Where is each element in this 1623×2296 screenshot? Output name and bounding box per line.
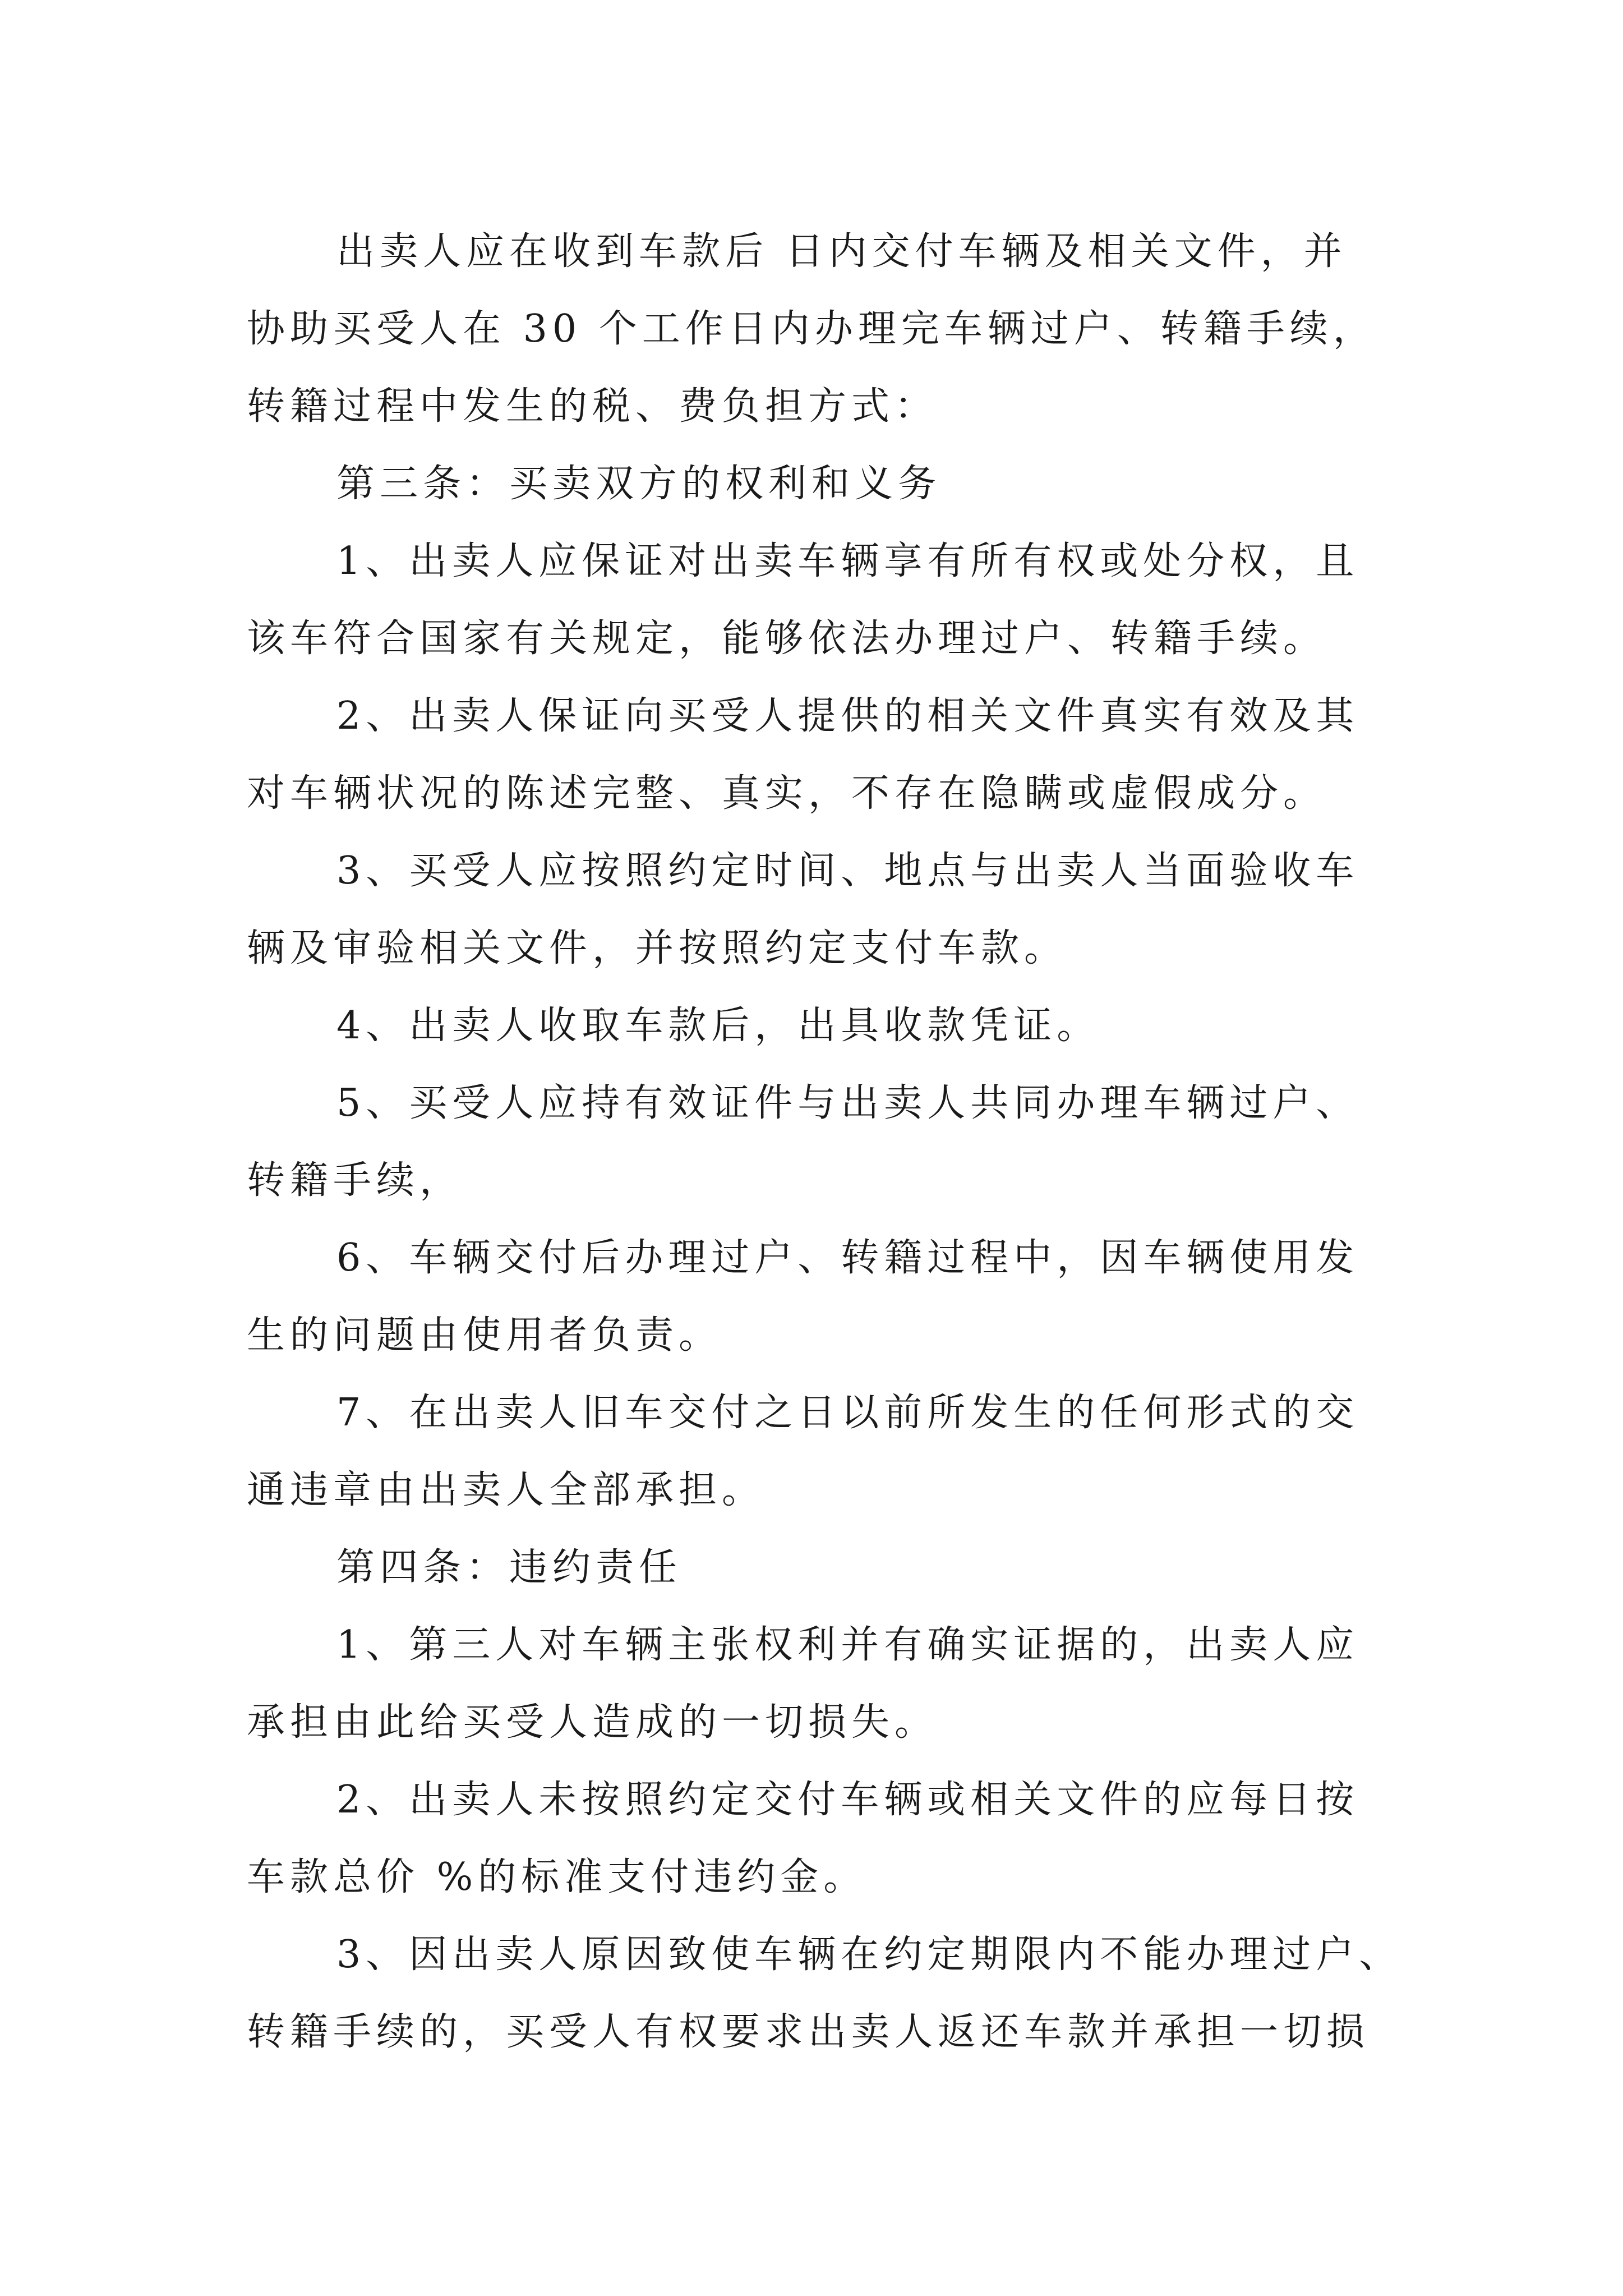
text-line: 2、出卖人保证向买受人提供的相关文件真实有效及其 [336, 694, 1359, 738]
section-heading-article-4 [247, 1529, 1391, 1607]
text-line: 4、出卖人收取车款后，出具收款凭证。 [336, 1004, 1100, 1048]
clause-3-5 [247, 1065, 1391, 1220]
text-line: 协助买受人在 30 个工作日内办理完车辆过户、转籍手续， [247, 307, 1376, 351]
text-line: 2、出卖人未按照约定交付车辆或相关文件的应每日按 [336, 1778, 1359, 1822]
text-line: 5、买受人应持有效证件与出卖人共同办理车辆过户、 [336, 1081, 1359, 1125]
text-line: 承担由此给买受人造成的一切损失。 [247, 1700, 938, 1745]
text-line: 对车辆状况的陈述完整、真实，不存在隐瞒或虚假成分。 [247, 771, 1327, 816]
paragraph-delivery-terms [247, 213, 1391, 445]
text-line: 3、因出卖人原因致使车辆在约定期限内不能办理过户、 [336, 1932, 1403, 1977]
clause-3-6 [247, 1220, 1391, 1374]
clause-4-2 [247, 1761, 1391, 1916]
heading-text: 第三条：买卖双方的权利和义务 [336, 462, 942, 506]
clause-4-3 [247, 1916, 1403, 2071]
clause-3-4 [247, 987, 1391, 1065]
text-line: 车款总价 %的标准支付违约金。 [247, 1855, 867, 1899]
text-line: 转籍手续， [247, 1158, 463, 1203]
clause-3-2 [247, 678, 1391, 832]
text-line: 辆及审验相关文件，并按照约定支付车款。 [247, 926, 1068, 970]
section-heading-article-3 [247, 445, 1391, 523]
text-line: 7、在出卖人旧车交付之日以前所发生的任何形式的交 [336, 1391, 1359, 1435]
text-line: 转籍过程中发生的税、费负担方式： [247, 384, 938, 429]
clause-3-3 [247, 832, 1391, 987]
clause-3-1 [247, 523, 1391, 678]
text-line: 3、买受人应按照约定时间、地点与出卖人当面验收车 [336, 849, 1359, 893]
text-line: 6、车辆交付后办理过户、转籍过程中，因车辆使用发 [336, 1236, 1359, 1280]
clause-4-1 [247, 1607, 1391, 1761]
document-body [247, 213, 1403, 2071]
heading-text: 第四条：违约责任 [336, 1545, 683, 1590]
clause-3-7 [247, 1374, 1391, 1529]
text-line: 1、出卖人应保证对出卖车辆享有所有权或处分权，且 [336, 539, 1359, 583]
text-line: 通违章由出卖人全部承担。 [247, 1468, 766, 1512]
text-line: 1、第三人对车辆主张权利并有确实证据的，出卖人应 [336, 1623, 1359, 1667]
text-line: 生的问题由使用者负责。 [247, 1313, 722, 1358]
text-line: 该车符合国家有关规定，能够依法办理过户、转籍手续。 [247, 616, 1327, 661]
text-line: 转籍手续的，买受人有权要求出卖人返还车款并承担一切损 [247, 2010, 1370, 2054]
text-line: 出卖人应在收到车款后 日内交付车辆及相关文件，并 [336, 229, 1347, 274]
